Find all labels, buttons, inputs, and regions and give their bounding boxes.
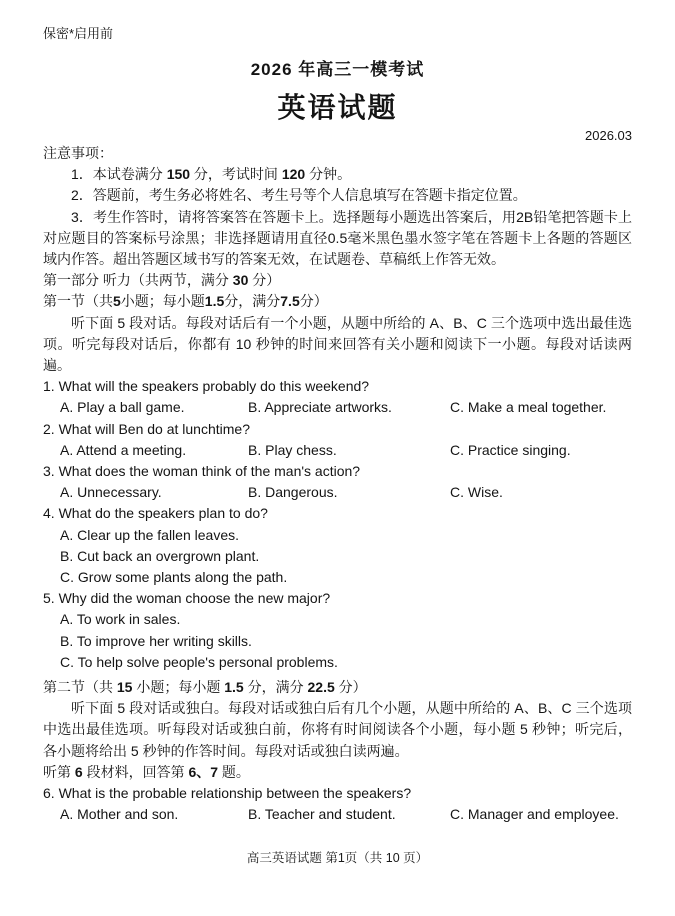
question-text: 3. What does the woman think of the man's action? <box>43 463 361 480</box>
option-a: A. To work in sales. <box>60 611 181 628</box>
page-footer: 高三英语试题 第1页（共 10 页） <box>246 851 429 865</box>
question-text: 1. What will the speakers probably do this weekend? <box>43 378 370 395</box>
notice-item-1: 1．本试卷满分 150 分，考试时间 120 分钟。 <box>71 166 352 183</box>
question-options <box>60 440 632 461</box>
section1-instructions: 听下面 5 段对话。每段对话后有一个小题，从题中所给的 A、B、C 三个选项中选出最佳选项。听完每段对话后，你都有 10 秒钟的时间来回答有关小题和阅读下一小题。每段对话读两遍。 <box>43 314 632 374</box>
question-6 <box>43 783 632 825</box>
section1-heading: 第一节（共5小题；每小题1.5分，满分7.5分） <box>43 293 328 310</box>
option-c: C. To help solve people's personal problems. <box>60 653 338 670</box>
notice-item-3: 3．考生作答时，请将答案答在答题卡上。选择题每小题选出答案后，用2B铅笔把答题卡上对应题目的答案标号涂黑；非选择题请用直径0.5毫米黑色墨水签字笔在答题卡上各题的答题区域内作答。超出答题区域书写的答案无效，在试题卷、草稿纸上作答无效。 <box>43 208 632 268</box>
option-b: B. Play chess. <box>248 441 337 458</box>
option-c: C. Practice singing. <box>450 441 571 458</box>
option-b: B. Teacher and student. <box>248 806 396 823</box>
option-c: C. Grow some plants along the path. <box>60 569 288 586</box>
option-a: A. Attend a meeting. <box>60 441 187 458</box>
question-options <box>60 804 632 825</box>
option-b: B. To improve her writing skills. <box>60 632 252 649</box>
question-5 <box>43 588 632 673</box>
question-text: 2. What will Ben do at lunchtime? <box>43 420 250 437</box>
option-b: B. Dangerous. <box>248 484 338 501</box>
section2-heading: 第二节（共 15 小题；每小题 1.5 分，满分 22.5 分） <box>43 679 367 696</box>
option-b: B. Appreciate artworks. <box>248 399 392 416</box>
exam-date: 2026.03 <box>585 128 632 143</box>
question-options <box>60 525 632 589</box>
question-3 <box>43 461 632 503</box>
option-c: C. Make a meal together. <box>450 399 607 416</box>
option-c: C. Manager and employee. <box>450 806 619 823</box>
page-subtitle: 英语试题 <box>277 92 398 123</box>
question-4 <box>43 503 632 588</box>
notice-heading: 注意事项： <box>43 145 113 161</box>
option-a: A. Clear up the fallen leaves. <box>60 526 239 543</box>
question-2 <box>43 419 632 461</box>
question-1 <box>43 376 632 418</box>
question-text: 4. What do the speakers plan to do? <box>43 505 268 522</box>
option-b: B. Cut back an overgrown plant. <box>60 547 260 564</box>
option-a: A. Unnecessary. <box>60 484 162 501</box>
option-a: A. Mother and son. <box>60 806 179 823</box>
question-text: 5. Why did the woman choose the new major? <box>43 590 331 607</box>
question-options <box>60 609 632 673</box>
page-header <box>43 55 632 126</box>
question-options <box>60 482 632 503</box>
question-options <box>60 397 632 418</box>
question-text: 6. What is the probable relationship between the speakers? <box>43 785 412 802</box>
option-c: C. Wise. <box>450 484 503 501</box>
notice-item-2: 2．答题前，考生务必将姓名、考生号等个人信息填写在答题卡指定位置。 <box>71 187 527 204</box>
option-a: A. Play a ball game. <box>60 399 185 416</box>
page-title: 2026 年高三一模考试 <box>250 60 425 79</box>
material-note: 听第 6 段材料，回答第 6、7 题。 <box>43 763 250 780</box>
section2-instructions: 听下面 5 段对话或独白。每段对话或独白后有几个小题，从题中所给的 A、B、C 三个选项中选出最佳选项。听每段对话或独白前，你将有时间阅读各个小题，每小题 5 秒钟；听完后，各小题将给出 5 秒钟的作答时间。每段对话或独白读两遍。 <box>43 700 632 759</box>
part1-heading: 第一部分 听力（共两节，满分 30 分） <box>43 272 281 289</box>
exam-body <box>43 143 632 826</box>
security-notice: 保密*启用前 <box>43 26 114 41</box>
